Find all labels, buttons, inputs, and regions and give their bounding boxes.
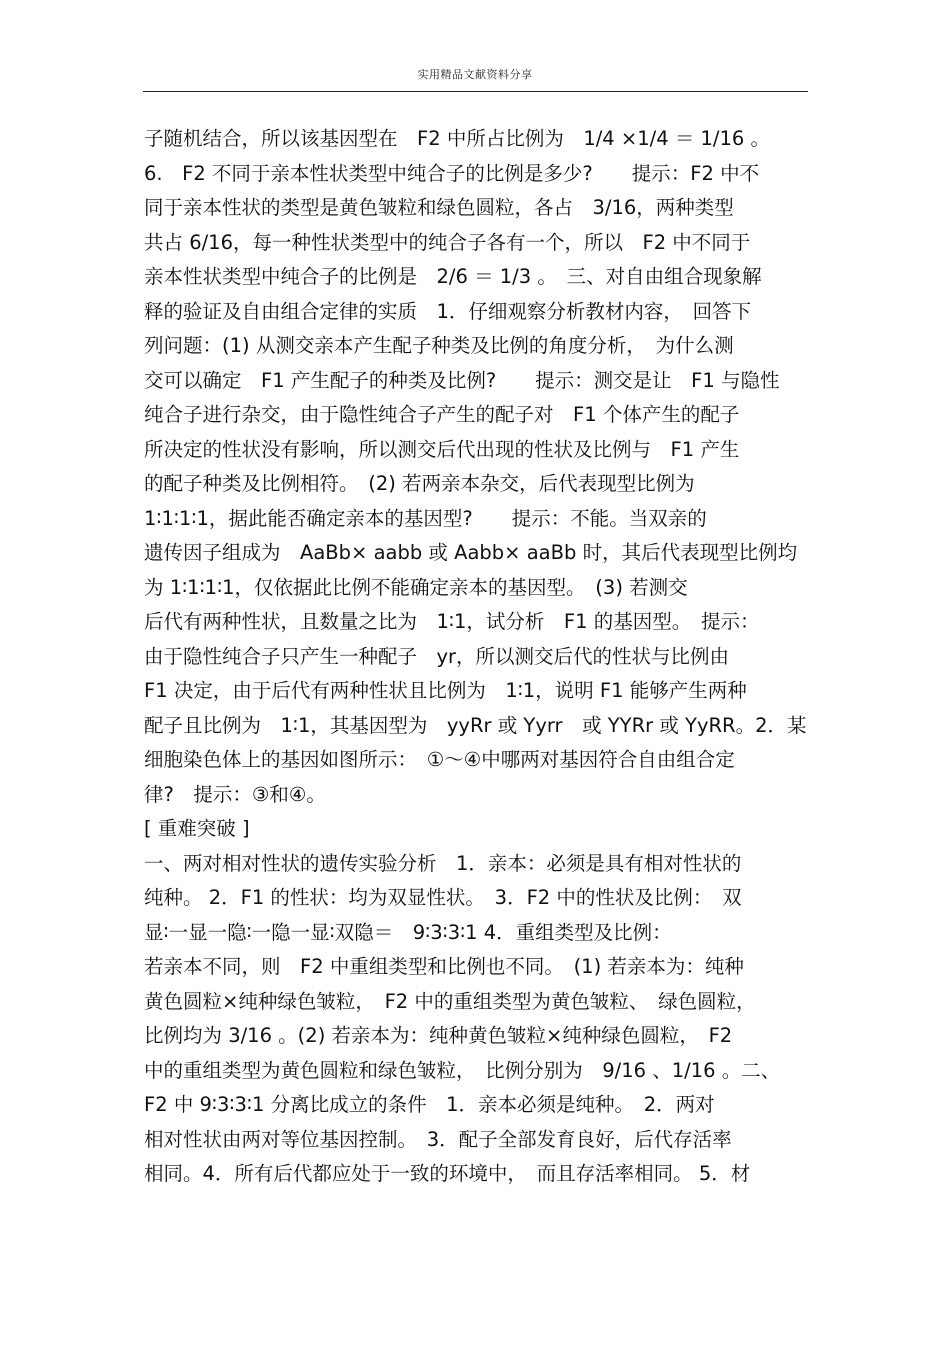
text-line: 相同。4．所有后代都应处于一致的环境中， 而且存活率相同。 5．材 [144, 1162, 751, 1185]
header-divider [143, 91, 808, 92]
text-line: 为 1∶1∶1∶1，仅依据此比例不能确定亲本的基因型。 (3) 若测交 [144, 575, 688, 599]
text-line: F2 中 9∶3∶3∶1 分离比成立的条件 1．亲本必须是纯种。 2．两对 [144, 1093, 715, 1116]
text-line: 若亲本不同，则 F2 中重组类型和比例也不同。 (1) 若亲本为：纯种 [144, 955, 744, 978]
text-line: F1 决定，由于后代有两种性状且比例为 1∶1，说明 F1 能够产生两种 [144, 679, 747, 702]
text-line: 后代有两种性状，且数量之比为 1∶1，试分析 F1 的基因型。 提示： [144, 610, 760, 633]
text-line: 子随机结合，所以该基因型在 F2 中所占比例为 1/4 ×1/4 ＝ 1/16 。 [144, 127, 771, 150]
text-line: 一、两对相对性状的遗传实验分析 1．亲本：必须是具有相对性状的 [144, 851, 742, 875]
text-line: 细胞染色体上的基因如图所示： ①～④中哪两对基因符合自由组合定 [144, 748, 735, 771]
text-line: 亲本性状类型中纯合子的比例是 2/6 ＝ 1/3 。 三、对自由组合现象解 [144, 265, 762, 288]
text-line: 配子且比例为 1∶1，其基因型为 yyRr 或 Yyrr 或 YYRr 或 YyRR。2．某 [144, 713, 807, 737]
text-line: 纯种。 2．F1 的性状：均为双显性状。 3．F2 中的性状及比例： 双 [144, 886, 742, 909]
text-line: 由于隐性纯合子只产生一种配子 yr，所以测交后代的性状与比例由 [144, 644, 730, 668]
text-line: 6. F2 不同于亲本性状类型中纯合子的比例是多少? 提示：F2 中不 [144, 161, 760, 185]
text-line: 中的重组类型为黄色圆粒和绿色皱粒， 比例分别为 9/16 、1/16 。二、 [144, 1058, 781, 1082]
text-line: 1∶1∶1∶1，据此能否确定亲本的基因型? 提示：不能。当双亲的 [144, 506, 707, 530]
text-line: 交可以确定 F1 产生配子的种类及比例? 提示：测交是让 F1 与隐性 [144, 368, 780, 392]
text-line: 显∶一显一隐∶一隐一显∶双隐＝ 9∶3∶3∶1 4．重组类型及比例： [144, 920, 672, 944]
text-line: 律? 提示：③和④。 [144, 782, 326, 806]
text-line: 黄色圆粒×纯种绿色皱粒， F2 中的重组类型为黄色皱粒、 绿色圆粒， [144, 989, 756, 1013]
text-line: 纯合子进行杂交，由于隐性纯合子产生的配子对 F1 个体产生的配子 [144, 403, 740, 426]
page-header: 实用精品文献资料分享 [417, 68, 533, 81]
text-line: 同于亲本性状的类型是黄色皱粒和绿色圆粒，各占 3/16，两种类型 [144, 196, 734, 219]
text-line: 相对性状由两对等位基因控制。 3．配子全部发育良好，后代存活率 [144, 1127, 732, 1151]
text-line: 的配子种类及比例相符。 (2) 若两亲本杂交，后代表现型比例为 [144, 472, 695, 495]
text-line: 遗传因子组成为 AaBb× aabb 或 Aabb× aaBb 时，其后代表现型比例均 [144, 541, 798, 564]
text-line: 比例均为 3/16 。(2) 若亲本为：纯种黄色皱粒×纯种绿色圆粒， F2 [144, 1024, 733, 1047]
text-line: 列问题：(1) 从测交亲本产生配子种类及比例的角度分析， 为什么测 [144, 334, 734, 357]
document-body [144, 122, 814, 1192]
text-line: 共占 6/16，每一种性状类型中的纯合子各有一个，所以 F2 中不同于 [144, 230, 751, 254]
text-line: 所决定的性状没有影响，所以测交后代出现的性状及比例与 F1 产生 [144, 437, 740, 461]
section-heading: [ 重难突破 ] [144, 817, 250, 840]
text-line: 释的验证及自由组合定律的实质 1．仔细观察分析教材内容， 回答下 [144, 299, 752, 323]
